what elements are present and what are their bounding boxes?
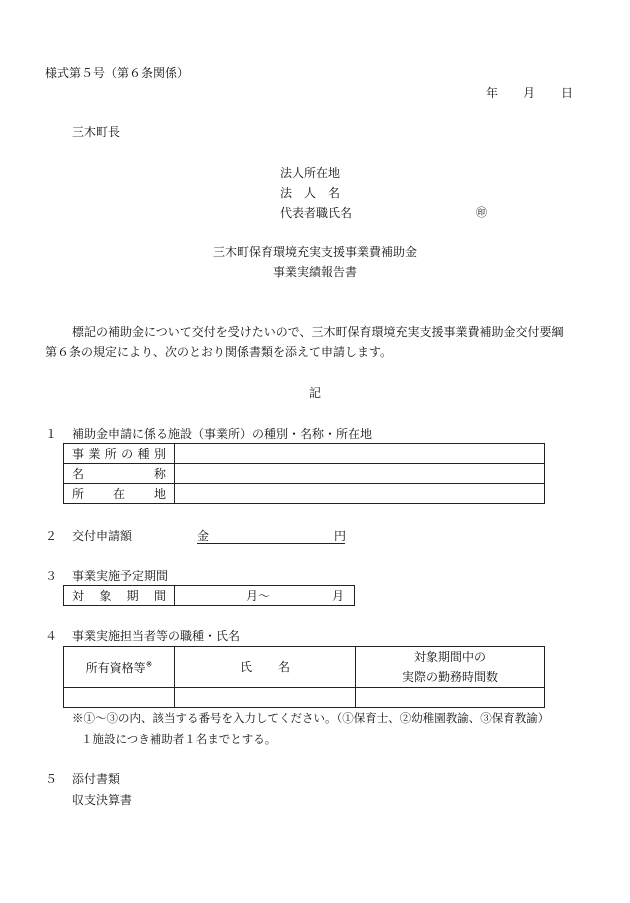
section4-number: ４ bbox=[45, 629, 58, 643]
period-from-month: 月〜 bbox=[246, 589, 271, 603]
applicant-rep-label: 代表者職氏名 bbox=[280, 206, 353, 220]
section2-number: ２ bbox=[45, 529, 58, 543]
date-day-label: 日 bbox=[561, 86, 574, 100]
col-name-header: 氏 名 bbox=[175, 647, 356, 688]
asterisk-mark: ※ bbox=[145, 659, 153, 669]
attachment-item: 収支決算書 bbox=[72, 793, 133, 807]
intro-line2: 第６条の規定により、次のとおり関係書類を添えて申請します。 bbox=[45, 345, 393, 359]
staff-header-row bbox=[64, 647, 545, 688]
note-limit: １施設につき補助者１名までとする。 bbox=[81, 732, 277, 746]
facility-type-row bbox=[64, 444, 545, 464]
date-month-label: 月 bbox=[523, 86, 536, 100]
period-to-month: 月 bbox=[332, 589, 345, 603]
section1-heading: 補助金申請に係る施設（事業所）の種別・名称・所在地 bbox=[72, 427, 373, 441]
facility-type-label: 事 業 所 の 種 別 bbox=[72, 446, 166, 461]
facility-table bbox=[63, 443, 545, 504]
note-qualification: ※①〜③の内、該当する番号を入力してください。（①保育士、②幼稚園教諭、③保育教諭） bbox=[72, 711, 550, 725]
date-year-label: 年 bbox=[486, 86, 499, 100]
applicant-address-label: 法人所在地 bbox=[280, 166, 341, 180]
staff-data-row bbox=[64, 688, 545, 708]
title-line1: 三木町保育環境充実支援事業費補助金 bbox=[212, 245, 417, 259]
period-table bbox=[63, 585, 355, 606]
seal-mark: ㊞ bbox=[476, 206, 487, 219]
section3-number: ３ bbox=[45, 569, 58, 583]
section5-heading: 添付書類 bbox=[72, 772, 121, 786]
amount-field[interactable] bbox=[197, 543, 345, 544]
addressee: 三木町長 bbox=[72, 125, 121, 139]
col-qualification-header: 所有資格等※ bbox=[64, 647, 175, 688]
col-hours-header: 対象期間中の 実際の勤務時間数 bbox=[356, 647, 545, 688]
qualification-cell[interactable] bbox=[64, 688, 175, 708]
title-line2: 事業実績報告書 bbox=[272, 265, 357, 279]
staff-table bbox=[63, 646, 545, 708]
amount-yen-label: 円 bbox=[334, 529, 347, 543]
period-row bbox=[64, 586, 355, 606]
facility-address-row bbox=[64, 484, 545, 504]
period-value[interactable] bbox=[175, 586, 355, 606]
section4-heading: 事業実施担当者等の職種・氏名 bbox=[72, 629, 241, 643]
form-number: 様式第５号（第６条関係） bbox=[45, 66, 190, 80]
section1-number: １ bbox=[45, 427, 58, 441]
facility-address-value[interactable] bbox=[175, 484, 545, 504]
section3-heading: 事業実施予定期間 bbox=[72, 569, 169, 583]
facility-address-label: 所 在 地 bbox=[72, 486, 166, 501]
intro-line1: 標記の補助金について交付を受けたいので、三木町保育環境充実支援事業費補助金交付要綱 bbox=[72, 325, 564, 339]
section2-heading: 交付申請額 bbox=[72, 529, 133, 543]
ki-label: 記 bbox=[308, 386, 321, 400]
facility-name-row bbox=[64, 464, 545, 484]
facility-type-value[interactable] bbox=[175, 444, 545, 464]
applicant-name-label: 法 人 名 bbox=[280, 186, 341, 200]
section5-number: ５ bbox=[45, 772, 58, 786]
amount-currency-label: 金 bbox=[197, 529, 210, 543]
work-hours-cell[interactable] bbox=[356, 688, 545, 708]
facility-name-value[interactable] bbox=[175, 464, 545, 484]
facility-name-label: 名 称 bbox=[72, 466, 166, 481]
period-label: 対 象 期 間 bbox=[72, 588, 166, 603]
staff-name-cell[interactable] bbox=[175, 688, 356, 708]
